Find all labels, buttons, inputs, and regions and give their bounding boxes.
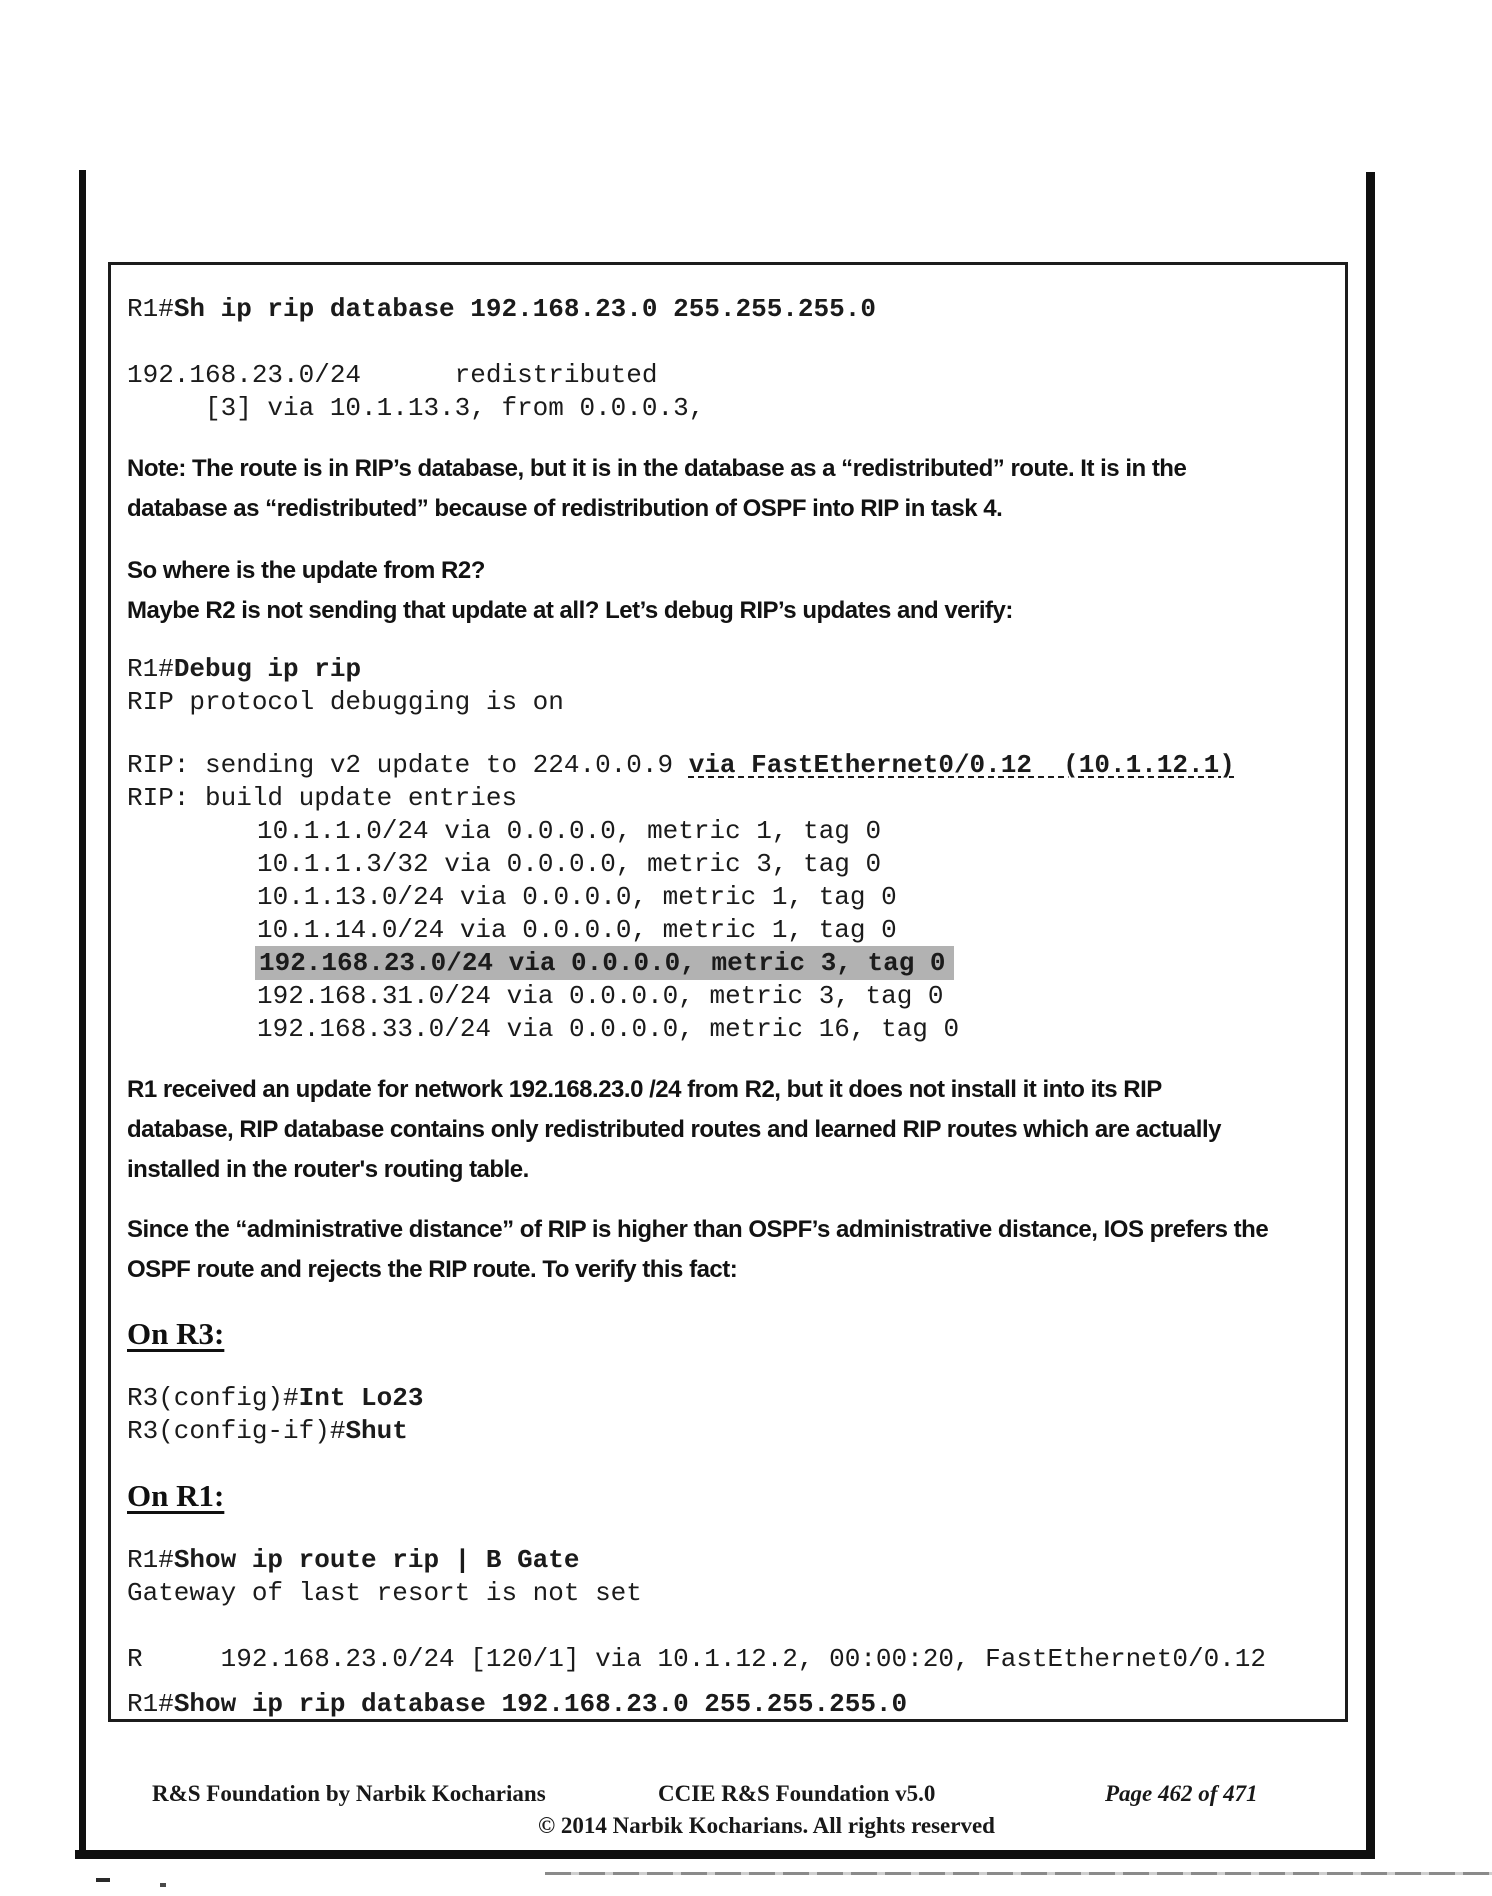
cli-command-line [127,293,1333,326]
cli-command: Show ip route rip | B Gate [173,1545,580,1575]
debug-entry: 10.1.14.0/24 via 0.0.0.0, metric 1, tag 0 [257,915,897,945]
page-edge-left [79,170,86,1858]
page-edge-bottom [75,1850,1375,1859]
cli-prompt: R3(config-if)# [127,1416,346,1446]
debug-entry: 10.1.1.0/24 via 0.0.0.0, metric 1, tag 0 [257,816,882,846]
cli-command: Int Lo23 [298,1383,424,1413]
scan-speck [160,1883,166,1887]
section-heading-on-r1: On R1: [127,1478,225,1513]
footer-page-number: Page 462 of 471 [1105,1781,1258,1806]
debug-entry: 10.1.13.0/24 via 0.0.0.0, metric 1, tag 0 [257,882,897,912]
question-line: So where is the update from R2? [127,557,485,584]
cli-output-line: RIP protocol debugging is on [127,687,564,717]
note-paragraph-line: database as “redistributed” because of redistribution of OSPF into RIP in task 4. [127,495,1003,522]
debug-entry: 192.168.31.0/24 via 0.0.0.0, metric 3, tag 0 [257,981,944,1011]
cli-prompt: R3(config)# [127,1383,299,1413]
analysis-paragraph-line: installed in the router's routing table. [127,1156,529,1183]
footer-title: CCIE R&S Foundation v5.0 [658,1781,936,1806]
analysis-paragraph-line: Since the “administrative distance” of RIP is higher than OSPF’s administrative distance, IOS prefers the [127,1216,1269,1243]
section-heading-on-r3: On R3: [127,1316,225,1351]
cli-prompt: R1# [127,1689,174,1719]
debug-sending-interface: via FastEthernet0/0.12 (10.1.12.1) [688,750,1235,780]
cli-command: Show ip rip database 192.168.23.0 255.255.255.0 [173,1689,908,1719]
cli-output-line [127,749,1333,782]
cli-command-line [127,1382,1333,1415]
analysis-paragraph-line: R1 received an update for network 192.168.23.0 /24 from R2, but it does not install it into its RIP [127,1076,1162,1103]
content-box [108,262,1348,1722]
cli-command-line [127,1415,1333,1448]
debug-entry: 10.1.1.3/32 via 0.0.0.0, metric 3, tag 0 [257,849,882,879]
route-table-line: R 192.168.23.0/24 [120/1] via 10.1.12.2, 00:00:20, FastEthernet0/0.12 [127,1644,1266,1674]
scan-speck [96,1878,110,1882]
debug-entries [127,815,1333,1046]
page-edge-shadow [545,1872,1492,1875]
footer-author: R&S Foundation by Narbik Kocharians [152,1781,546,1806]
debug-entry-highlighted [257,947,1333,980]
cli-output-line: 192.168.23.0/24 redistributed [127,360,658,390]
note-paragraph-line: Note: The route is in RIP’s database, but it is in the database as a “redistributed” route. It is in the [127,455,1187,482]
page-edge-right [1366,172,1375,1858]
highlight-marker: 192.168.23.0/24 via 0.0.0.0, metric 3, tag 0 [257,948,952,978]
cli-command: Sh ip rip database 192.168.23.0 255.255.255.0 [173,294,876,324]
cli-command-line [127,1688,1333,1721]
question-line: Maybe R2 is not sending that update at all? Let’s debug RIP’s updates and verify: [127,597,1013,624]
cli-command: Debug ip rip [173,654,362,684]
cli-command-line [127,1544,1333,1577]
cli-output-line: Gateway of last resort is not set [127,1578,642,1608]
debug-entry: 192.168.33.0/24 via 0.0.0.0, metric 16, tag 0 [257,1014,960,1044]
analysis-paragraph-line: OSPF route and rejects the RIP route. To verify this fact: [127,1256,738,1283]
cli-output-line: RIP: build update entries [127,783,518,813]
debug-sending-text: RIP: sending v2 update to 224.0.0.9 [127,750,689,780]
cli-command-line [127,653,1333,686]
cli-command: Shut [345,1416,408,1446]
cli-output-line: [3] via 10.1.13.3, from 0.0.0.3, [127,393,705,423]
cli-prompt: R1# [127,294,174,324]
footer-copyright: © 2014 Narbik Kocharians. All rights reserved [538,1813,995,1838]
analysis-paragraph-line: database, RIP database contains only redistributed routes and learned RIP routes which are actually [127,1116,1221,1143]
cli-prompt: R1# [127,1545,174,1575]
cli-prompt: R1# [127,654,174,684]
